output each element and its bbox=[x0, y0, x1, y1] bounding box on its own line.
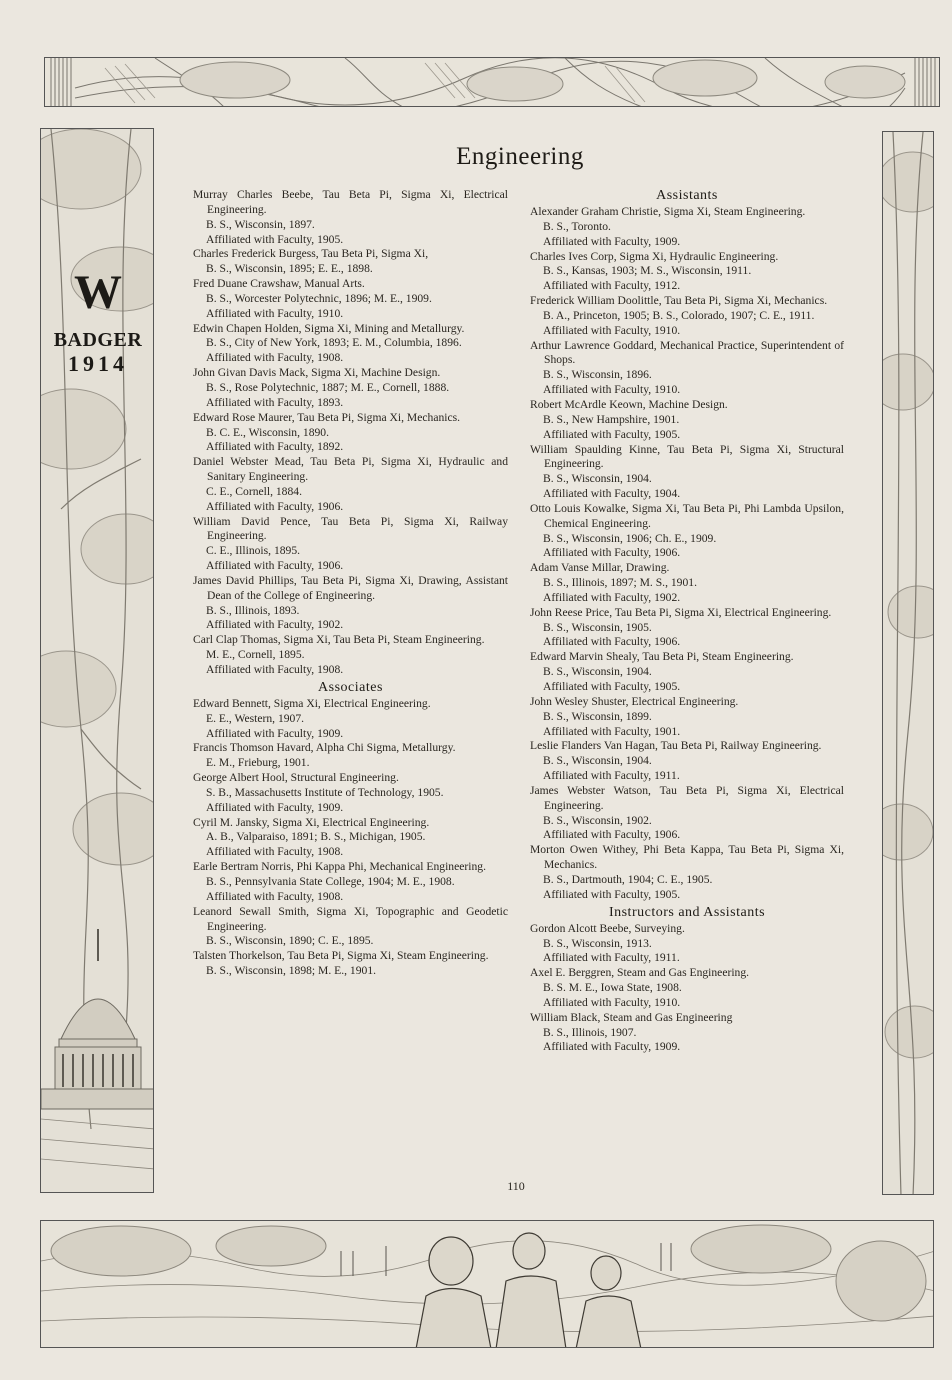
faculty-affiliation: Affiliated with Faculty, 1904. bbox=[543, 487, 681, 501]
bottom-decorative-border bbox=[40, 1220, 934, 1348]
faculty-name: Adam Vanse Millar, Drawing. bbox=[530, 561, 670, 575]
faculty-degrees: E. M., Frieburg, 1901. bbox=[206, 756, 310, 770]
faculty-name: Cyril M. Jansky, Sigma Xi, Electrical Engineering. bbox=[193, 815, 430, 829]
faculty-degrees: B. S., Worcester Polytechnic, 1896; M. E., 1909. bbox=[206, 291, 432, 305]
faculty-affiliation: Affiliated with Faculty, 1910. bbox=[543, 323, 681, 337]
faculty-affiliation: Affiliated with Faculty, 1905. bbox=[543, 680, 681, 693]
logo-badger: BADGER bbox=[53, 329, 143, 351]
faculty-degrees: B. S., Toronto. bbox=[543, 219, 611, 233]
faculty-affiliation: Affiliated with Faculty, 1906. bbox=[543, 635, 681, 649]
logo-year: 1914 bbox=[68, 351, 128, 376]
faculty-name: Carl Clap Thomas, Sigma Xi, Tau Beta Pi, Steam Engineering. bbox=[193, 633, 485, 647]
faculty-degrees: B. S., Illinois, 1897; M. S., 1901. bbox=[543, 576, 697, 590]
faculty-degrees: B. S., Wisconsin, 1902. bbox=[543, 813, 652, 827]
faculty-degrees: B. S., Wisconsin, 1895; E. E., 1898. bbox=[206, 262, 373, 276]
faculty-affiliation: Affiliated with Faculty, 1912. bbox=[543, 279, 681, 293]
faculty-degrees: S. B., Massachusetts Institute of Technology, 1905. bbox=[206, 785, 444, 799]
faculty-affiliation: Affiliated with Faculty, 1902. bbox=[543, 590, 681, 604]
left-decorative-panel bbox=[40, 128, 154, 1193]
faculty-affiliation: Affiliated with Faculty, 1910. bbox=[206, 306, 344, 320]
faculty-entry bbox=[193, 247, 508, 277]
faculty-entry bbox=[530, 398, 844, 443]
faculty-name: Talsten Thorkelson, Tau Beta Pi, Sigma Xi, Steam Engineering. bbox=[193, 949, 489, 963]
faculty-name: Morton Owen Withey, Phi Beta Kappa, Tau Beta Pi, Sigma Xi, Mechanics. bbox=[530, 843, 844, 872]
faculty-entry bbox=[193, 633, 508, 678]
faculty-degrees: A. B., Valparaiso, 1891; B. S., Michigan, 1905. bbox=[206, 830, 426, 844]
faculty-degrees: B. S., Rose Polytechnic, 1887; M. E., Cornell, 1888. bbox=[206, 380, 450, 394]
faculty-affiliation: Affiliated with Faculty, 1906. bbox=[543, 828, 681, 842]
faculty-name: Francis Thomson Havard, Alpha Chi Sigma, Metallurgy. bbox=[193, 741, 456, 755]
faculty-degrees: C. E., Illinois, 1895. bbox=[206, 544, 301, 558]
faculty-name: Axel E. Berggren, Steam and Gas Engineering. bbox=[530, 966, 750, 980]
page-number: 110 bbox=[507, 1179, 525, 1193]
faculty-name: William Black, Steam and Gas Engineering bbox=[530, 1010, 733, 1024]
faculty-entry bbox=[530, 250, 844, 295]
faculty-name: Robert McArdle Keown, Machine Design. bbox=[530, 397, 728, 411]
faculty-affiliation: Affiliated with Faculty, 1908. bbox=[206, 351, 344, 365]
faculty-name: Charles Frederick Burgess, Tau Beta Pi, Sigma Xi, bbox=[193, 247, 429, 261]
faculty-entry bbox=[193, 905, 508, 950]
faculty-entry bbox=[530, 561, 844, 606]
faculty-degrees: B. S., Illinois, 1907. bbox=[543, 1025, 637, 1039]
faculty-degrees: B. S., Wisconsin, 1905. bbox=[543, 620, 652, 634]
left-column bbox=[193, 188, 508, 979]
faculty-name: James David Phillips, Tau Beta Pi, Sigma Xi, Drawing, Assistant Dean of the College of Engineering. bbox=[193, 573, 508, 602]
faculty-entry bbox=[193, 455, 508, 514]
faculty-affiliation: Affiliated with Faculty, 1909. bbox=[543, 234, 681, 248]
faculty-entry bbox=[530, 739, 844, 784]
logo-letter: W bbox=[74, 266, 122, 319]
faculty-name: William David Pence, Tau Beta Pi, Sigma Xi, Railway Engineering. bbox=[193, 514, 508, 543]
faculty-affiliation: Affiliated with Faculty, 1911. bbox=[543, 951, 680, 965]
faculty-affiliation: Affiliated with Faculty, 1901. bbox=[543, 724, 681, 738]
faculty-degrees: B. S., Pennsylvania State College, 1904; M. E., 1908. bbox=[206, 874, 455, 888]
faculty-affiliation: Affiliated with Faculty, 1909. bbox=[206, 726, 344, 740]
faculty-entry bbox=[530, 502, 844, 561]
faculty-name: Charles Ives Corp, Sigma Xi, Hydraulic Engineering. bbox=[530, 249, 779, 263]
faculty-name: Edward Rose Maurer, Tau Beta Pi, Sigma Xi, Mechanics. bbox=[193, 410, 461, 424]
faculty-affiliation: Affiliated with Faculty, 1892. bbox=[206, 440, 344, 454]
faculty-degrees: B. S., Wisconsin, 1890; C. E., 1895. bbox=[206, 934, 374, 948]
faculty-name: Earle Bertram Norris, Phi Kappa Phi, Mechanical Engineering. bbox=[193, 860, 486, 874]
faculty-name: Fred Duane Crawshaw, Manual Arts. bbox=[193, 277, 365, 291]
faculty-affiliation: Affiliated with Faculty, 1902. bbox=[206, 618, 344, 632]
section-heading: Instructors and Assistants bbox=[608, 904, 766, 920]
faculty-entry bbox=[193, 277, 508, 322]
faculty-name: Daniel Webster Mead, Tau Beta Pi, Sigma Xi, Hydraulic and Sanitary Engineering. bbox=[193, 455, 508, 484]
faculty-entry bbox=[530, 443, 844, 502]
faculty-name: William Spaulding Kinne, Tau Beta Pi, Sigma Xi, Structural Engineering. bbox=[530, 442, 844, 471]
tree-illustration bbox=[883, 132, 934, 1195]
faculty-degrees: B. S., Wisconsin, 1904. bbox=[543, 472, 652, 486]
faculty-entry bbox=[193, 322, 508, 367]
faculty-name: Edward Marvin Shealy, Tau Beta Pi, Steam Engineering. bbox=[530, 650, 794, 664]
faculty-name: John Reese Price, Tau Beta Pi, Sigma Xi, Electrical Engineering. bbox=[530, 605, 832, 619]
faculty-degrees: B. C. E., Wisconsin, 1890. bbox=[206, 425, 329, 439]
right-decorative-panel bbox=[882, 131, 934, 1195]
faculty-affiliation: Affiliated with Faculty, 1905. bbox=[206, 232, 344, 246]
faculty-entry bbox=[193, 741, 508, 771]
section-heading: Assistants bbox=[656, 188, 718, 203]
faculty-entry bbox=[193, 697, 508, 742]
section-heading: Associates bbox=[318, 679, 383, 695]
faculty-name: Murray Charles Beebe, Tau Beta Pi, Sigma Xi, Electrical Engineering. bbox=[193, 188, 508, 216]
faculty-entry bbox=[530, 606, 844, 651]
faculty-name: James Webster Watson, Tau Beta Pi, Sigma Xi, Electrical Engineering. bbox=[530, 783, 844, 812]
faculty-entry bbox=[193, 188, 508, 247]
faculty-affiliation: Affiliated with Faculty, 1906. bbox=[206, 559, 344, 573]
faculty-entry bbox=[193, 515, 508, 574]
faculty-affiliation: Affiliated with Faculty, 1911. bbox=[543, 769, 680, 783]
faculty-name: Leslie Flanders Van Hagan, Tau Beta Pi, Railway Engineering. bbox=[530, 739, 822, 753]
faculty-affiliation: Affiliated with Faculty, 1906. bbox=[543, 546, 681, 560]
faculty-degrees: B. S., New Hampshire, 1901. bbox=[543, 412, 680, 426]
faculty-entry bbox=[193, 949, 508, 979]
faculty-degrees: B. S., Kansas, 1903; M. S., Wisconsin, 1911. bbox=[543, 264, 752, 278]
faculty-entry bbox=[530, 294, 844, 339]
faculty-entry bbox=[530, 339, 844, 398]
faculty-degrees: E. E., Western, 1907. bbox=[206, 711, 305, 725]
faculty-name: Gordon Alcott Beebe, Surveying. bbox=[530, 921, 685, 935]
page-title: Engineering bbox=[456, 143, 584, 170]
faculty-degrees: B. S. M. E., Iowa State, 1908. bbox=[543, 981, 682, 995]
faculty-entry bbox=[193, 574, 508, 633]
faculty-affiliation: Affiliated with Faculty, 1910. bbox=[543, 383, 681, 397]
faculty-degrees: B. S., Wisconsin, 1898; M. E., 1901. bbox=[206, 964, 377, 978]
faculty-degrees: B. S., Wisconsin, 1904. bbox=[543, 754, 652, 768]
faculty-degrees: B. S., Wisconsin, 1913. bbox=[543, 936, 652, 950]
faculty-entry bbox=[530, 205, 844, 250]
faculty-affiliation: Affiliated with Faculty, 1908. bbox=[206, 889, 344, 903]
faculty-entry bbox=[530, 966, 844, 1011]
faculty-degrees: B. S., Dartmouth, 1904; C. E., 1905. bbox=[543, 872, 713, 886]
faculty-degrees: B. S., City of New York, 1893; E. M., Columbia, 1896. bbox=[206, 336, 462, 350]
faculty-degrees: B. A., Princeton, 1905; B. S., Colorado, 1907; C. E., 1911. bbox=[543, 308, 815, 322]
faculty-name: Otto Louis Kowalke, Sigma Xi, Tau Beta Pi, Phi Lambda Upsilon, Chemical Engineering. bbox=[530, 501, 844, 530]
faculty-affiliation: Affiliated with Faculty, 1909. bbox=[543, 1040, 681, 1054]
campus-scene-illustration bbox=[41, 1221, 934, 1348]
faculty-degrees: B. S., Wisconsin, 1896. bbox=[543, 368, 652, 382]
right-column bbox=[530, 188, 844, 1055]
faculty-name: Frederick William Doolittle, Tau Beta Pi, Sigma Xi, Mechanics. bbox=[530, 294, 828, 308]
faculty-name: Alexander Graham Christie, Sigma Xi, Steam Engineering. bbox=[530, 205, 806, 218]
faculty-name: Leanord Sewall Smith, Sigma Xi, Topographic and Geodetic Engineering. bbox=[193, 904, 508, 933]
faculty-name: George Albert Hool, Structural Engineering. bbox=[193, 771, 399, 785]
faculty-entry bbox=[193, 816, 508, 861]
faculty-affiliation: Affiliated with Faculty, 1909. bbox=[206, 800, 344, 814]
faculty-degrees: B. S., Wisconsin, 1904. bbox=[543, 665, 652, 679]
faculty-affiliation: Affiliated with Faculty, 1910. bbox=[543, 995, 681, 1009]
faculty-affiliation: Affiliated with Faculty, 1908. bbox=[206, 663, 344, 676]
faculty-entry bbox=[530, 784, 844, 843]
faculty-degrees: B. S., Wisconsin, 1897. bbox=[206, 217, 315, 231]
faculty-entry bbox=[193, 860, 508, 905]
faculty-name: Edward Bennett, Sigma Xi, Electrical Engineering. bbox=[193, 696, 431, 710]
faculty-affiliation: Affiliated with Faculty, 1905. bbox=[543, 427, 681, 441]
tree-branch-illustration bbox=[45, 58, 940, 107]
faculty-affiliation: Affiliated with Faculty, 1906. bbox=[206, 499, 344, 513]
top-decorative-border bbox=[44, 57, 940, 107]
faculty-name: John Givan Davis Mack, Sigma Xi, Machine Design. bbox=[193, 366, 441, 380]
faculty-entry bbox=[193, 771, 508, 816]
faculty-entry bbox=[193, 411, 508, 456]
faculty-affiliation: Affiliated with Faculty, 1893. bbox=[206, 395, 344, 409]
faculty-name: Edwin Chapen Holden, Sigma Xi, Mining and Metallurgy. bbox=[193, 321, 465, 335]
faculty-entry bbox=[530, 695, 844, 740]
faculty-degrees: B. S., Wisconsin, 1906; Ch. E., 1909. bbox=[543, 531, 717, 545]
faculty-entry bbox=[530, 843, 844, 902]
faculty-affiliation: Affiliated with Faculty, 1905. bbox=[543, 887, 681, 901]
faculty-entry bbox=[193, 366, 508, 411]
faculty-degrees: C. E., Cornell, 1884. bbox=[206, 484, 302, 498]
faculty-degrees: B. S., Wisconsin, 1899. bbox=[543, 709, 652, 723]
faculty-degrees: B. S., Illinois, 1893. bbox=[206, 603, 300, 617]
faculty-entry bbox=[530, 650, 844, 695]
faculty-name: John Wesley Shuster, Electrical Engineering. bbox=[530, 694, 739, 708]
faculty-degrees: M. E., Cornell, 1895. bbox=[206, 648, 305, 662]
faculty-entry bbox=[530, 922, 844, 967]
faculty-name: Arthur Lawrence Goddard, Mechanical Practice, Superintendent of Shops. bbox=[530, 338, 844, 367]
faculty-entry bbox=[530, 1011, 844, 1056]
faculty-affiliation: Affiliated with Faculty, 1908. bbox=[206, 845, 344, 859]
